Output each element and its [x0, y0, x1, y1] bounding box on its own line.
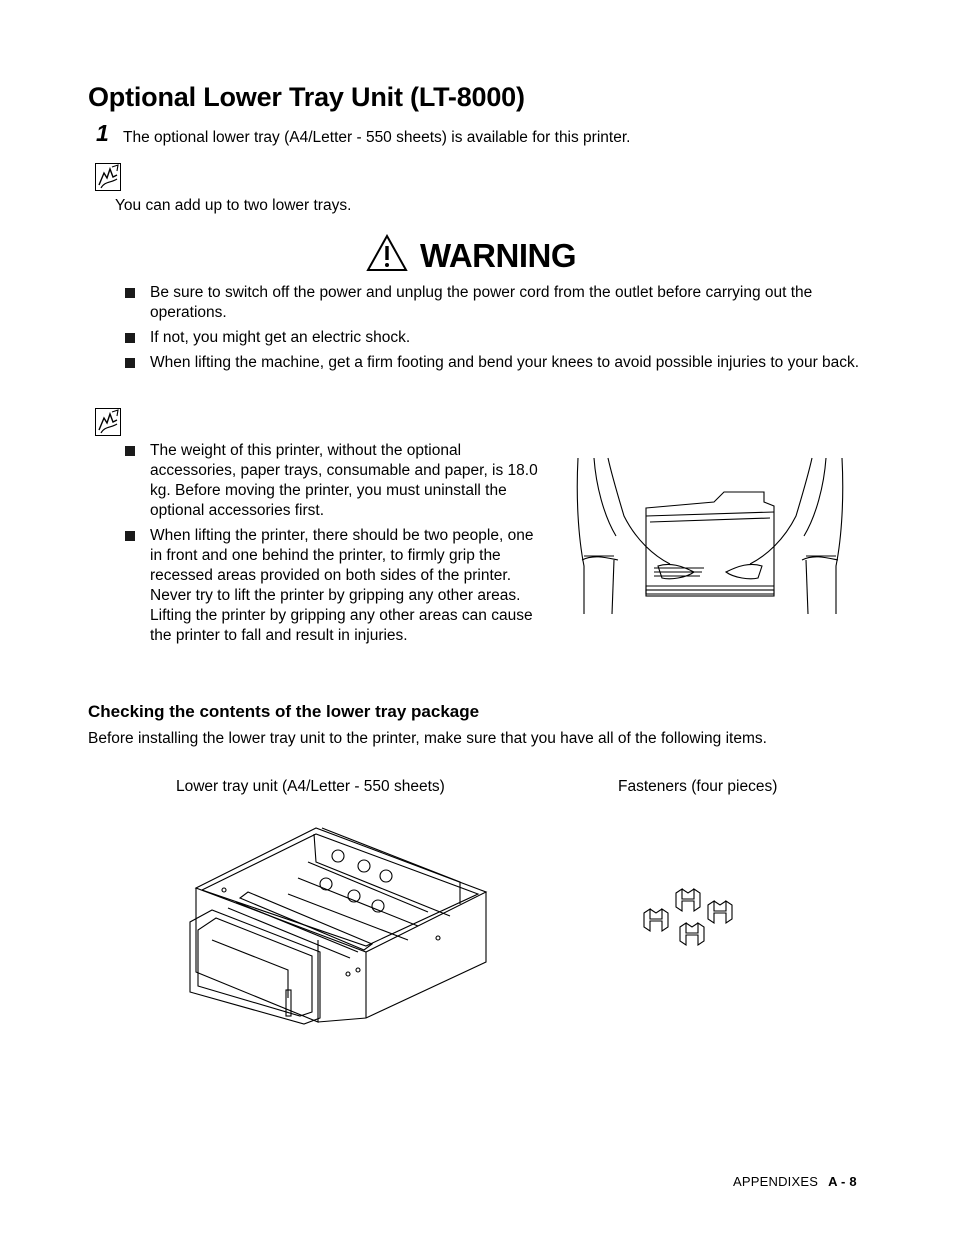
list-item: The weight of this printer, without the optional accessories, paper trays, consumable and paper, is 18.0 kg. Before moving the printer, you must uninstall the optional accessories first.: [124, 441, 549, 521]
item-caption-tray: Lower tray unit (A4/Letter - 550 sheets): [176, 778, 445, 795]
list-item: If not, you might get an electric shock.: [124, 328, 864, 348]
lifting-printer-illustration: [574, 456, 846, 623]
note-hand-icon: [95, 163, 121, 196]
step-number: 1: [96, 120, 109, 146]
warning-label: WARNING: [420, 236, 576, 274]
section-intro: Before installing the lower tray unit to the printer, make sure that you have all of the following items.: [88, 730, 767, 747]
footer-page-number: A - 8: [828, 1174, 857, 1189]
note-text: You can add up to two lower trays.: [115, 197, 352, 214]
note-hand-icon: [95, 408, 121, 441]
warning-header: [366, 234, 576, 277]
lower-tray-unit-illustration: [188, 822, 490, 1033]
section-heading: Checking the contents of the lower tray package: [88, 702, 480, 721]
list-item: Be sure to switch off the power and unplug the power cord from the outlet before carrying out the operations.: [124, 283, 864, 323]
warning-list: [124, 283, 864, 378]
step-text: The optional lower tray (A4/Letter - 550 sheets) is available for this printer.: [123, 129, 631, 146]
list-item: When lifting the machine, get a firm footing and bend your knees to avoid possible injuries to your back.: [124, 353, 864, 373]
note-list: [124, 441, 549, 651]
item-caption-fasteners: Fasteners (four pieces): [618, 778, 778, 795]
warning-triangle-icon: [366, 234, 408, 277]
page-title: Optional Lower Tray Unit (LT-8000): [88, 82, 525, 112]
page-footer: [733, 1174, 857, 1189]
list-item: When lifting the printer, there should be two people, one in front and one behind the printer, to firmly grip the recessed areas provided on both sides of the printer. Never try to lift the printer by gripping any other areas. Lifting the printer by gripping any other areas can cause the printer to fall and result in injuries.: [124, 526, 549, 646]
footer-section: APPENDIXES: [733, 1174, 819, 1189]
fasteners-illustration: [640, 885, 736, 954]
